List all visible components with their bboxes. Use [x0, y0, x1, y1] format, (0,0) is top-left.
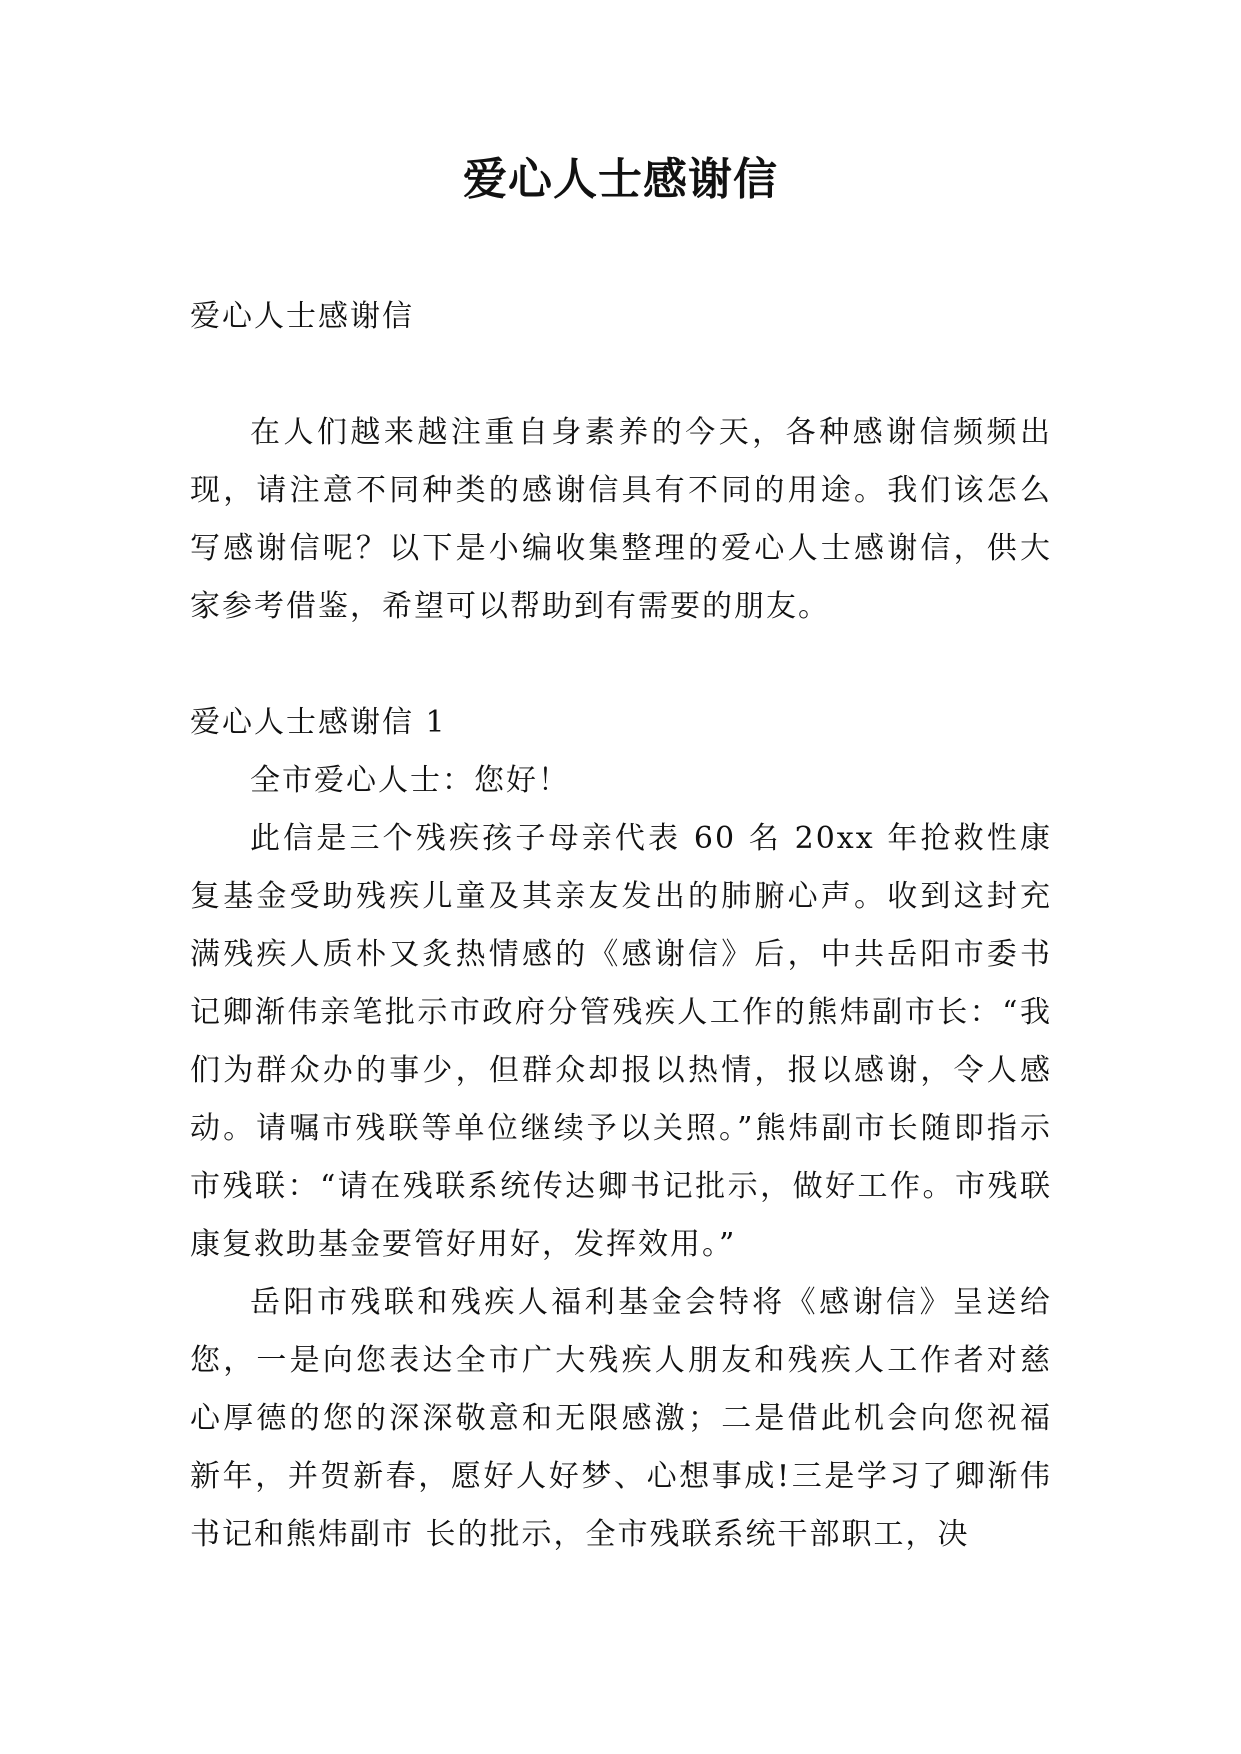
salutation: 全市爱心人士：您好！ [250, 763, 570, 798]
body-paragraph-2: 岳阳市残联和残疾人福利基金会特将《感谢信》呈送给您，一是向您表达全市广大残疾人朋友和残疾人工作者对慈心厚德的您的深深敬意和无限感激；二是借此机会向您祝福新年，并贺新春，愿好人好梦、心想事成!三是学习了卿渐伟书记和熊炜副市 长的批示，全市残联系统干部职工，决 [190, 1285, 1052, 1552]
document-title: 爱心人士感谢信 [463, 154, 778, 205]
document-subtitle: 爱心人士感谢信 [190, 299, 414, 334]
document-body [190, 288, 1052, 1564]
body-paragraph-1: 此信是三个残疾孩子母亲代表 60 名 20xx 年抢救性康复基金受助残疾儿童及其亲友发出的肺腑心声。收到这封充满残疾人质朴又炙热情感的《感谢信》后，中共岳阳市委书记卿渐伟亲笔批示市政府分管残疾人工作的熊炜副市长：“我们为群众办的事少，但群众却报以热情，报以感谢，令人感动。请嘱市残联等单位继续予以关照。”熊炜副市长随即指示市残联：“请在残联系统传达卿书记批示，做好工作。市残联康复救助基金要管好用好，发挥效用。” [190, 821, 1052, 1262]
section-heading: 爱心人士感谢信 1 [190, 705, 447, 740]
intro-paragraph: 在人们越来越注重自身素养的今天，各种感谢信频频出现，请注意不同种类的感谢信具有不同的用途。我们该怎么写感谢信呢？以下是小编收集整理的爱心人士感谢信，供大家参考借鉴，希望可以帮助到有需要的朋友。 [190, 415, 1052, 624]
